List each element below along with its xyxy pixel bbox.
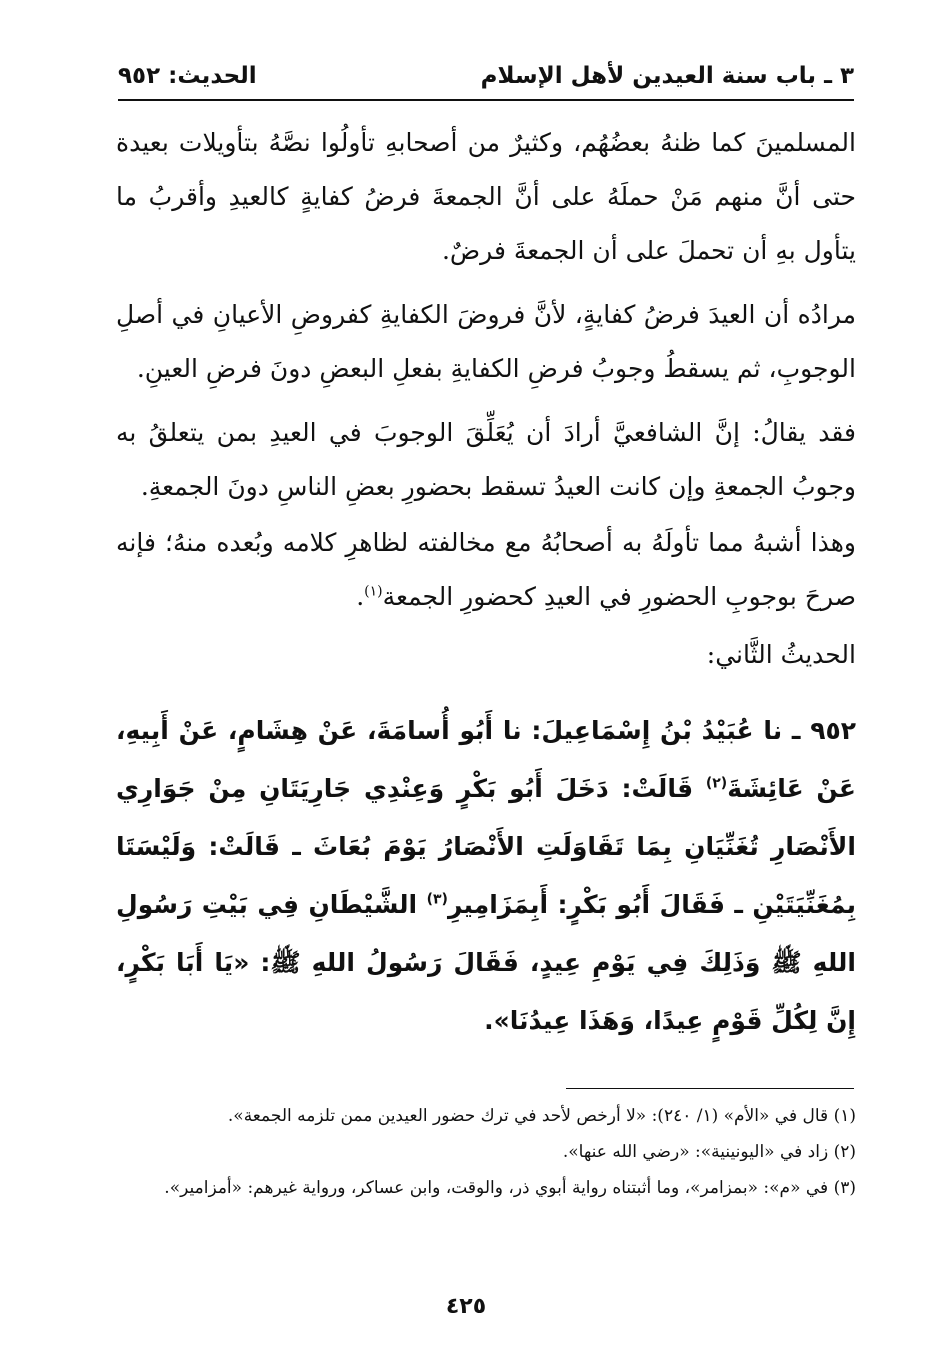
paragraph-4-text: وهذا أشبهُ مما تأولَهُ به أصحابُهُ مع مخالفته لظاهرِ كلامه وبُعده منهُ؛ فإنه صرحَ بوجوبِ الحضورِ في العيدِ كحضورِ الجمعة (116, 528, 856, 611)
hadith-part-1: ٩٥٢ ـ نا عُبَيْدُ بْنُ إِسْمَاعِيلَ: نا أَبُو أُسامَةَ، عَنْ هِشَامٍ، عَنْ أَبِيهِ، عَنْ عَائِشَةَ (116, 716, 856, 803)
chapter-title: ٣ ـ باب سنة العيدين لأهل الإسلام (480, 63, 854, 89)
paragraph-4 (116, 516, 856, 624)
hadith-reference: الحديث: ٩٥٢ (118, 63, 257, 89)
footnote-1: (١) قال في «الأم» (١/ ٢٤٠): «لا أرخص لأحد في ترك حضور العيدين ممن تلزمه الجمعة». (227, 1106, 856, 1126)
main-text (116, 116, 856, 1050)
section-subheading: الحديثُ الثَّاني: (706, 640, 856, 669)
hadith-part-3: الشَّيْطَانِ فِي بَيْتِ رَسُولِ اللهِ ﷺ وَذَلِكَ فِي يَوْمِ عِيدٍ، فَقَالَ رَسُولُ اللهِ ﷺ: «يَا أَبَا بَكْرٍ، إِنَّ لِكُلِّ قَوْمٍ عِيدًا، وَهَذَا عِيدُنَا». (116, 890, 856, 1035)
footnote-marker-2: (٢) (705, 775, 728, 792)
hadith-text (116, 702, 856, 1050)
footnote-rule (566, 1088, 854, 1089)
footnote-marker-3: (٣) (426, 891, 448, 908)
paragraph-3: فقد يقالُ: إنَّ الشافعيَّ أرادَ أن يُعَلِّقَ الوجوبَ في العيدِ بمن يتعلقُ به وجوبُ الجمعةِ وإن كانت العيدُ تسقط بحضورِ بعضِ الناسِ دونَ الجمعةِ. (116, 418, 856, 501)
running-header (118, 56, 854, 96)
paragraph-2: مرادُه أن العيدَ فرضُ كفايةٍ، لأنَّ فروضَ الكفايةِ كفروضِ الأعيانِ في أصلِ الوجوبِ، ثم يسقطُ وجوبُ فرضِ الكفايةِ بفعلِ البعضِ دونَ فرضِ العينِ. (116, 300, 856, 383)
paragraph-1: المسلمينَ كما ظنهُ بعضُهُم، وكثيرٌ من أصحابهِ تأولُوا نصَّهُ بتأويلات بعيدة حتى أنَّ منهم مَنْ حملَهُ على أنَّ الجمعةَ فرضُ كفايةٍ كالعيدِ وأقربُ ما يتأول بهِ أن تحملَ على أن الجمعةَ فرضٌ. (116, 128, 856, 265)
page-number: ٤٢٥ (445, 1294, 487, 1319)
footnote-marker-1: (١) (364, 583, 383, 600)
footnotes (116, 1100, 856, 1208)
paragraph-4-end: . (356, 582, 365, 611)
footnote-2: (٢) زاد في «اليونينية»: «رضي الله عنها». (562, 1142, 856, 1162)
footnote-3: (٣) في «م»: «بمزامر»، وما أثبتناه رواية أبوي ذر، والوقت، وابن عساكر، ورواية غيرهم: «أمزامير». (164, 1178, 856, 1198)
hadith-part-2: قَالَتْ: دَخَلَ أَبُو بَكْرٍ وَعِنْدِي جَارِيَتَانِ مِنْ جَوَارِي الأَنْصَارِ تُغَنِّيَانِ بِمَا تَقَاوَلَتِ الأَنْصَارُ يَوْمَ بُعَاثَ ـ قَالَتْ: وَلَيْسَتَا بِمُغَنِّيَتَيْنِ ـ فَقَالَ أَبُو بَكْرٍ: أَبِمَزَامِيرِ (116, 774, 856, 919)
header-rule (118, 99, 854, 101)
